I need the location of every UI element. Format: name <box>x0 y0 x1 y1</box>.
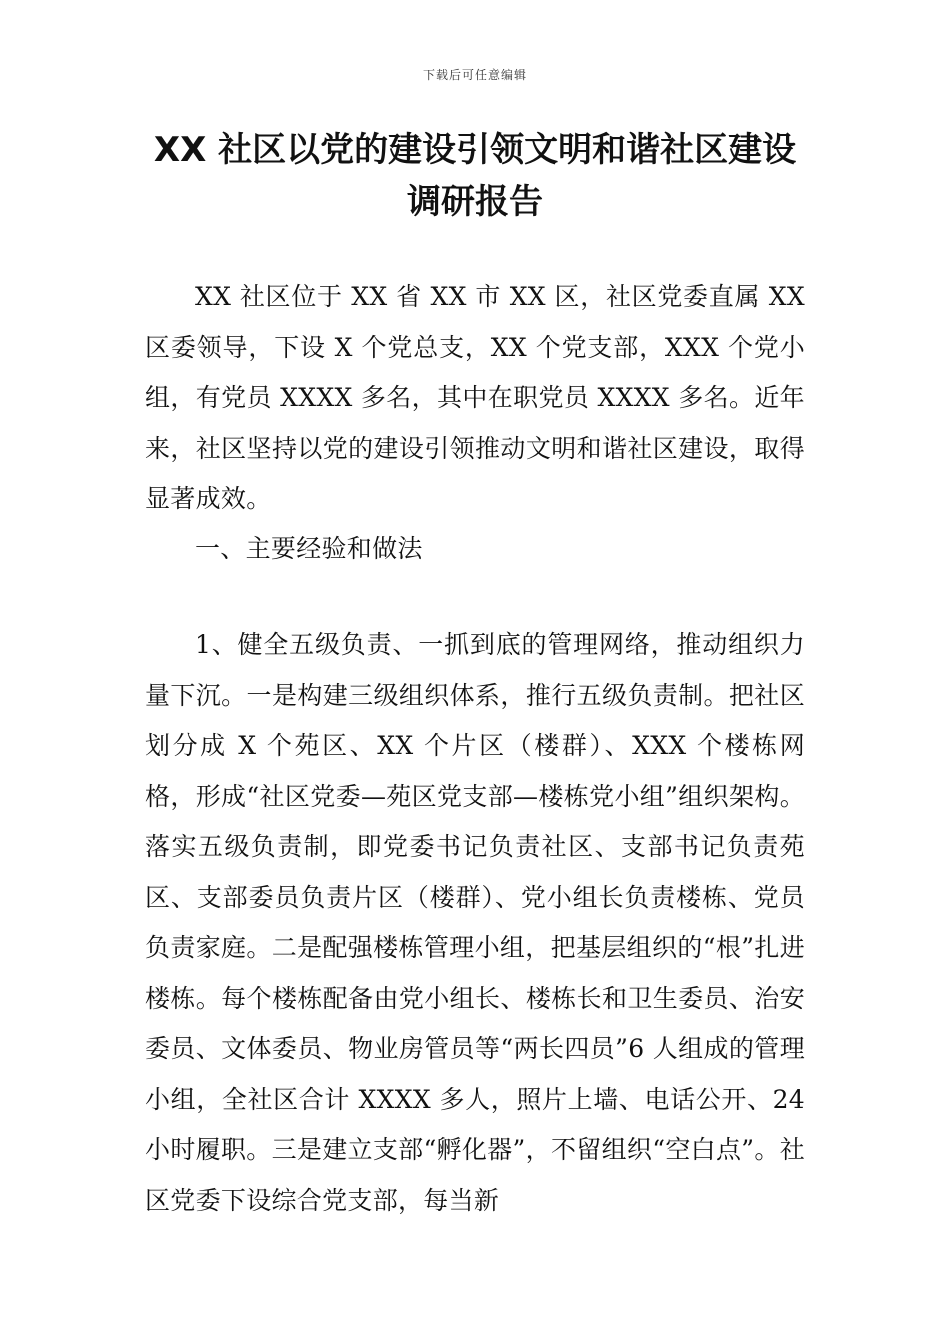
section-paragraph: 1、健全五级负责、一抓到底的管理网络，推动组织力量下沉。一是构建三级组织体系，推行五级负责制。把社区划分成 X 个苑区、XX 个片区（楼群）、XXX 个楼栋网格，形成“社区党委—苑区党支部—楼栋党小组”组织架构。落实五级负责制，即党委书记负责社区、支部书记负责苑区、支部委员负责片区（楼群）、党小组长负责楼栋、党员负责家庭。二是配强楼栋管理小组，把基层组织的“根”扎进楼栋。每个楼栋配备由党小组长、楼栋长和卫生委员、治安委员、文体委员、物业房管员等“两长四员”6 人组成的管理小组，全社区合计 XXXX 多人，照片上墙、电话公开、24 小时履职。三是建立支部“孵化器”，不留组织“空白点”。社区党委下设综合党支部，每当新 <box>145 630 805 1215</box>
title-line-1: XX 社区以党的建设引领文明和谐社区建设 <box>153 130 797 170</box>
document-title <box>100 124 850 228</box>
header-note: 下载后可任意编辑 <box>422 68 527 82</box>
section-heading: 一、主要经验和做法 <box>195 534 423 563</box>
intro-paragraph: XX 社区位于 XX 省 XX 市 XX 区，社区党委直属 XX 区委领导，下设 X 个党总支，XX 个党支部，XXX 个党小组，有党员 XXXX 多名，其中在职党员 XXXX 多名。近年来，社区坚持以党的建设引领推动文明和谐社区建设，取得显著成效。 <box>145 282 805 513</box>
title-line-2: 调研报告 <box>407 182 543 222</box>
